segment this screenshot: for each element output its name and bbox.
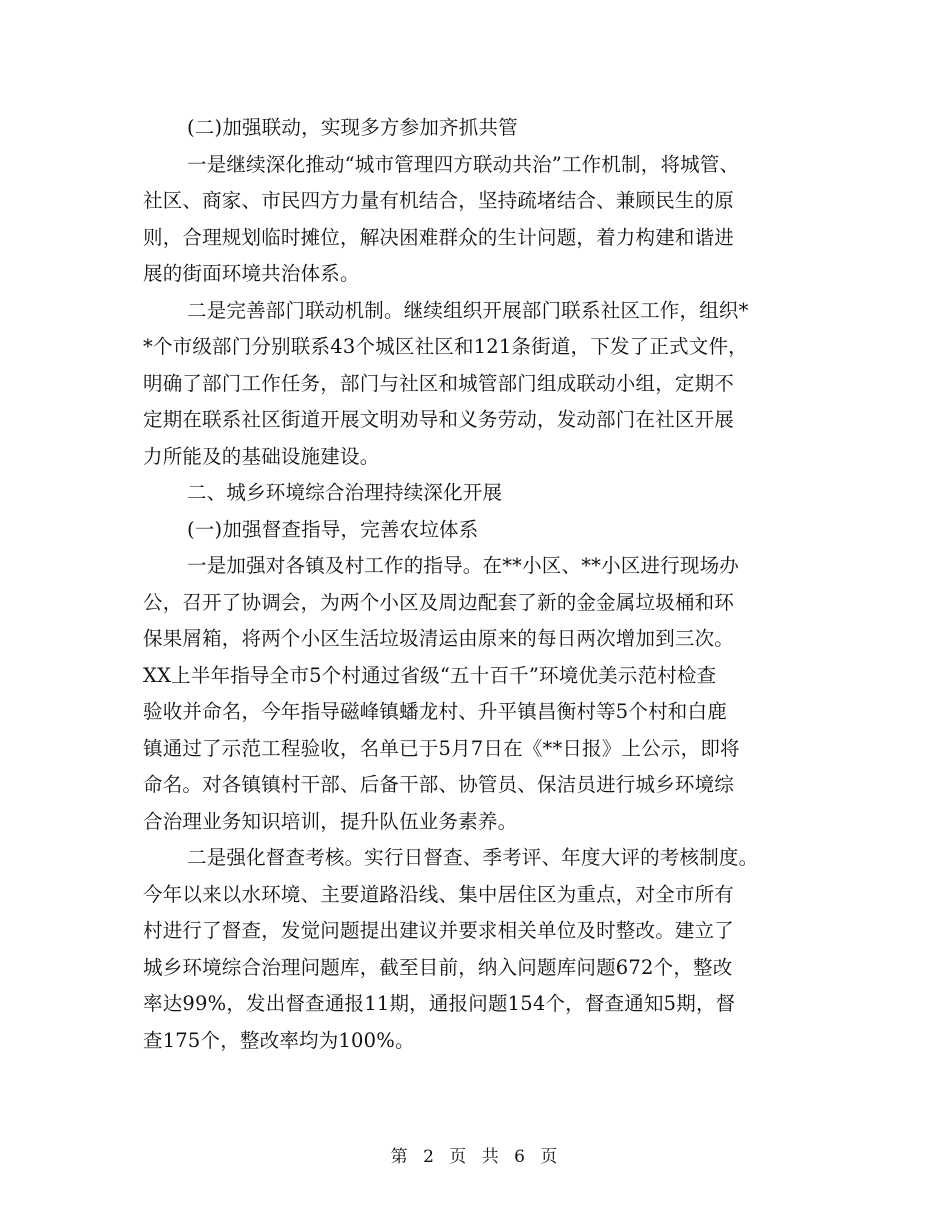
paragraph-line: 二是强化督查考核。实行日督查、季考评、年度大评的考核制度。 <box>187 846 759 869</box>
paragraph-line: 合治理业务知识培训，提升队伍业务素养。 <box>143 809 518 833</box>
paragraph-line: 保果屑箱，将两个小区生活垃圾清运由原来的每日两次增加到三次。 <box>143 627 735 650</box>
section-heading: 二、城乡环境综合治理持续深化开展 <box>187 481 503 504</box>
paragraph-line: 二是完善部门联动机制。继续组织开展部门联系社区工作，组织* <box>187 298 749 322</box>
paragraph-line: 村进行了督查，发觉问题提出建议并要求相关单位及时整改。建立了 <box>143 919 735 942</box>
paragraph-line: 查175个，整改率均为100%。 <box>143 1028 415 1052</box>
document-body <box>143 110 823 1059</box>
paragraph-line: 展的街面环境共治体系。 <box>143 262 360 285</box>
paragraph-line: 率达99%，发出督查通报11期，通报问题154个，督查通知5期，督 <box>143 992 736 1015</box>
paragraph-line: 一是加强对各镇及村工作的指导。在**小区、**小区进行现场办 <box>187 554 740 577</box>
section-heading: (二)加强联动，实现多方参加齐抓共管 <box>187 116 518 139</box>
paragraph-line: 社区、商家、市民四方力量有机结合，坚持疏堵结合、兼顾民生的原 <box>143 189 735 212</box>
paragraph-line: 明确了部门工作任务，部门与社区和城管部门组成联动小组，定期不 <box>143 371 735 395</box>
page-number-footer: 第 2 页 共 6 页 <box>390 1147 560 1167</box>
paragraph-line: 验收并命名，今年指导磁峰镇蟠龙村、升平镇昌衡村等5个村和白鹿 <box>143 700 727 723</box>
paragraph-line: 定期在联系社区街道开展文明劝导和义务劳动，发动部门在社区开展 <box>143 408 735 431</box>
paragraph-line: 则，合理规划临时摊位，解决困难群众的生计问题，着力构建和谐进 <box>143 225 735 249</box>
section-heading: (一)加强督查指导，完善农垃体系 <box>187 517 479 541</box>
paragraph-line: *个市级部门分别联系43个城区社区和121条街道，下发了正式文件， <box>143 335 748 358</box>
paragraph-line: 镇通过了示范工程验收，名单已于5月7日在《**日报》上公示，即将 <box>143 736 740 760</box>
paragraph-line: 一是继续深化推动“城市管理四方联动共治”工作机制，将城管、 <box>187 152 740 176</box>
paragraph-line: 命名。对各镇镇村干部、后备干部、协管员、保洁员进行城乡环境综 <box>143 773 735 796</box>
paragraph-line: 力所能及的基础设施建设。 <box>143 444 380 468</box>
paragraph-line: 城乡环境综合治理问题库，截至目前，纳入问题库问题672个，整改 <box>143 955 733 979</box>
paragraph-line: 公，召开了协调会，为两个小区及周边配套了新的金金属垃圾桶和环 <box>143 590 735 614</box>
paragraph-line: XX上半年指导全市5个村通过省级“五十百千”环境优美示范村检查 <box>143 663 717 687</box>
paragraph-line: 今年以来以水环境、主要道路沿线、集中居住区为重点，对全市所有 <box>143 882 735 906</box>
